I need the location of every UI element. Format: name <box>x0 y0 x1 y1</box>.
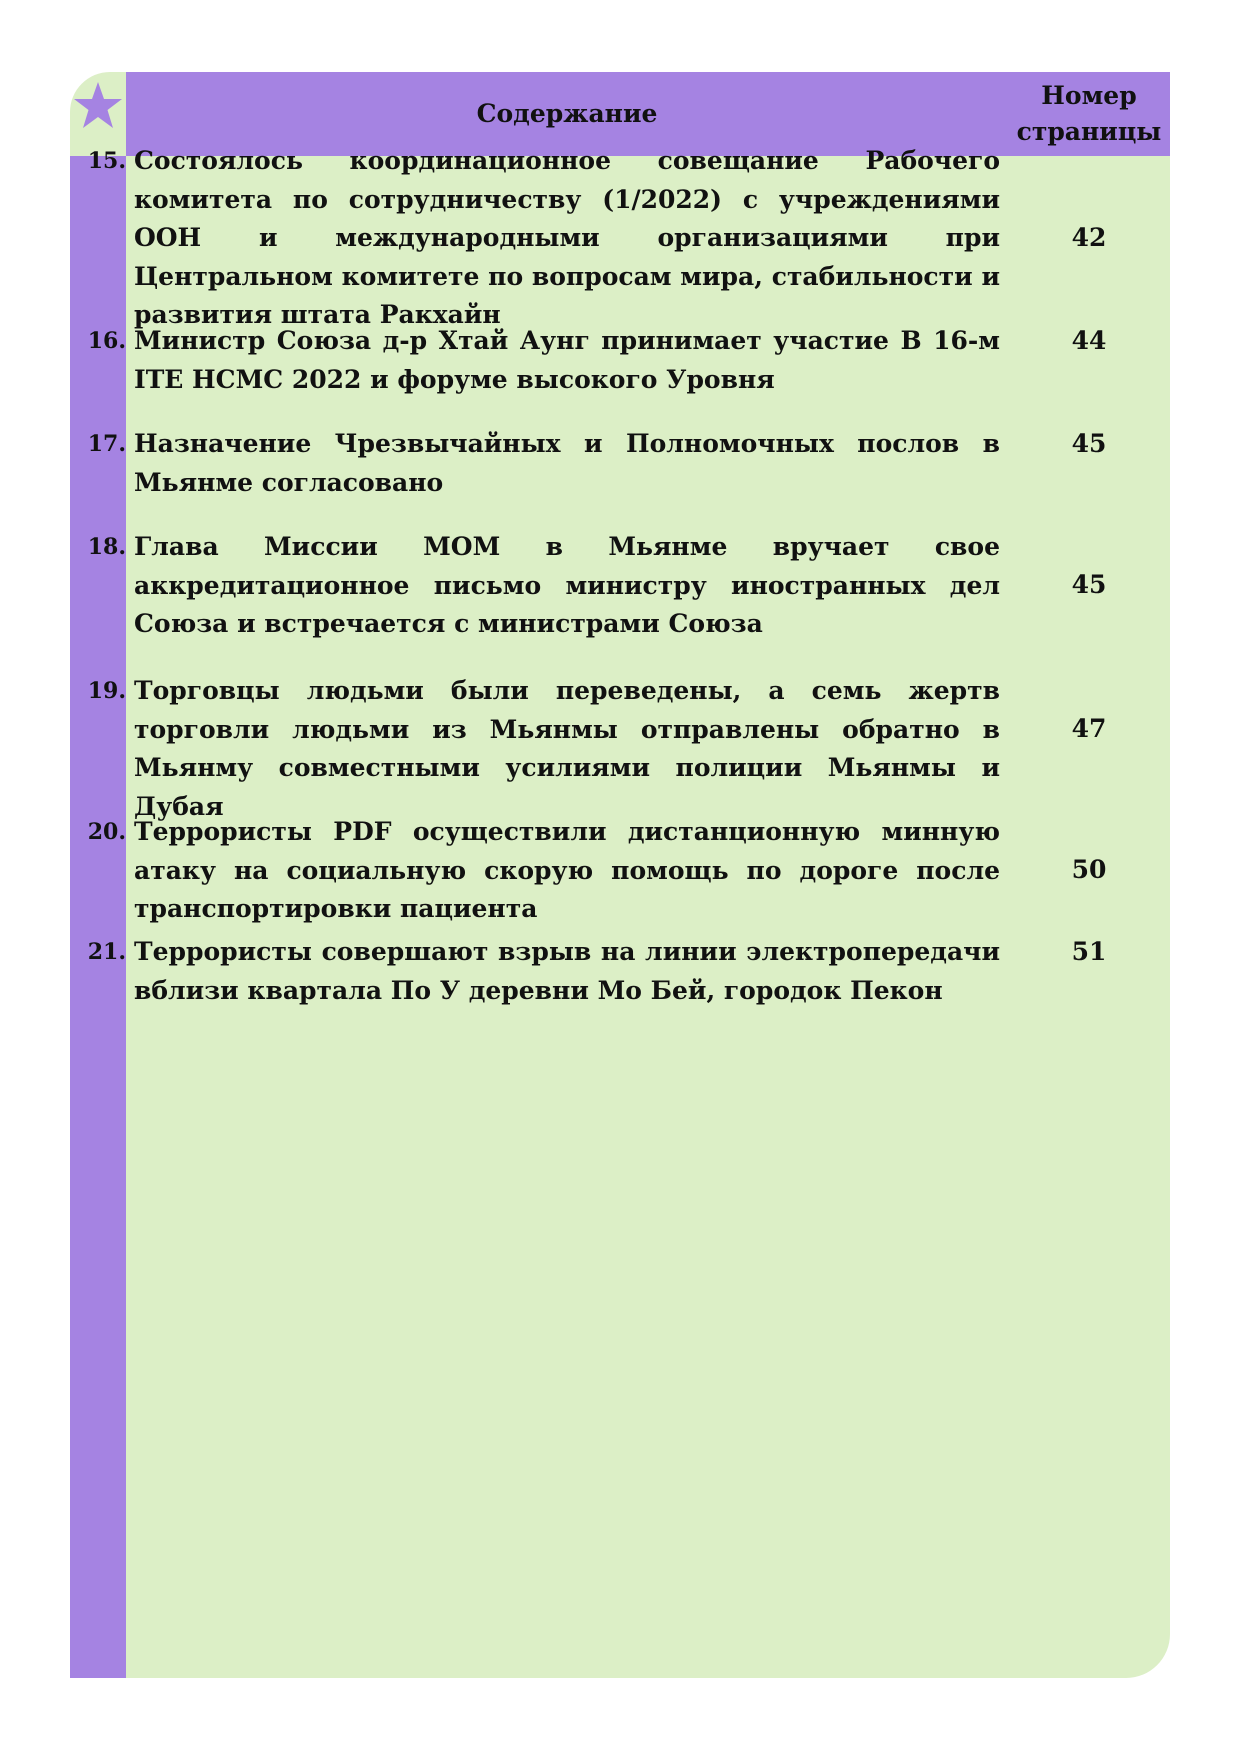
entry-number: 20. <box>87 819 126 845</box>
entry-page-number[interactable]: 42 <box>1071 223 1107 252</box>
entry-page-number[interactable]: 45 <box>1071 570 1107 599</box>
entry-title[interactable]: Глава Миссии МОМ в Мьянме вручает свое аккредитационное письмо министру иностранных дел Союза и встречается с министрами Союза <box>134 532 1000 638</box>
entry-number: 15. <box>87 148 126 174</box>
entry-number: 17. <box>87 431 126 457</box>
entry-title[interactable]: Террористы совершают взрыв на линии электропередачи вблизи квартала По У деревни Мо Бей, городок Пекон <box>134 937 1000 1005</box>
entry-title[interactable]: Министр Союза д-р Хтай Аунг принимает участие В 16-м ITE HCMC 2022 и форуме высокого Уровня <box>134 326 1000 394</box>
entry-page-number[interactable]: 51 <box>1071 937 1107 966</box>
entry-page-number[interactable]: 50 <box>1071 855 1107 884</box>
star-icon <box>72 80 124 132</box>
contents-heading: Содержание <box>476 99 658 128</box>
left-accent-bar <box>70 156 126 1678</box>
entry-page-number[interactable]: 45 <box>1071 429 1107 458</box>
entry-number: 18. <box>87 534 126 560</box>
page-number-heading-line2: страницы <box>1016 117 1162 146</box>
entry-title[interactable]: Террористы PDF осуществили дистанционную минную атаку на социальную скорую помощь по дороге после транспортировки пациента <box>134 817 1000 923</box>
entry-page-number[interactable]: 44 <box>1071 326 1107 355</box>
entry-title[interactable]: Торговцы людьми были переведены, а семь жертв торговли людьми из Мьянмы отправлены обратно в Мьянму совместными усилиями полиции Мьянмы и Дубая <box>134 676 1000 821</box>
entry-title[interactable]: Назначение Чрезвычайных и Полномочных послов в Мьянме согласовано <box>134 429 1000 497</box>
contents-panel <box>70 72 1170 1678</box>
entry-title[interactable]: Состоялось координационное совещание Рабочего комитета по сотрудничеству (1/2022) с учреждениями ООН и международными организациями при Центральном комитете по вопросам мира, стабильности и развития штата Ракхайн <box>134 146 1000 329</box>
entry-number: 21. <box>87 939 126 965</box>
page-number-heading-line1: Номер <box>1041 81 1137 110</box>
entry-number: 16. <box>87 328 126 354</box>
page-number-heading <box>1008 78 1170 150</box>
entry-number: 19. <box>87 678 126 704</box>
entry-page-number[interactable]: 47 <box>1071 714 1107 743</box>
